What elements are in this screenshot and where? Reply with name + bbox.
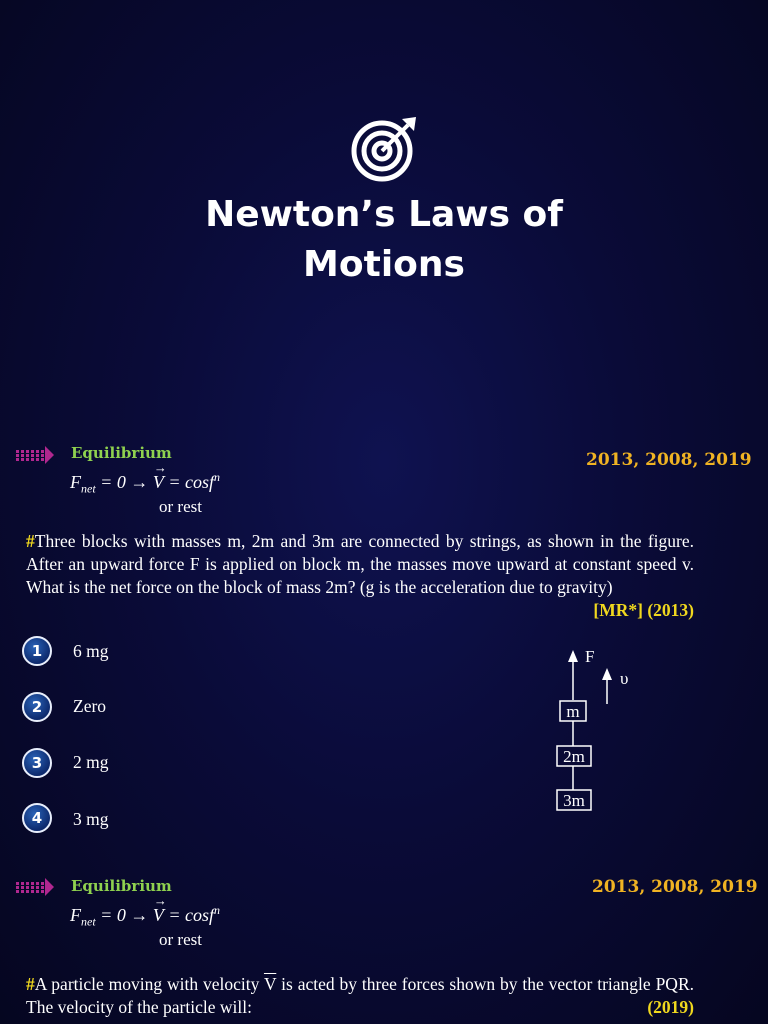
arrow-icon: [16, 876, 56, 898]
option-text-3[interactable]: 2 mg: [73, 752, 109, 772]
question-tag: (2019): [647, 997, 694, 1017]
formula-text: $F_{net} = 0 \to V$ → = cosf$^n$: [70, 460, 220, 496]
years-badge: 2013, 2008, 2019: [592, 877, 758, 897]
option-text-2[interactable]: Zero: [73, 696, 107, 716]
option-text-1[interactable]: 6 mg: [73, 641, 109, 661]
question-hash: #: [26, 974, 35, 994]
velocity-symbol: $\overline{V}$: [263, 974, 277, 994]
svg-text:3m: 3m: [563, 791, 585, 810]
force-label: F: [585, 647, 595, 666]
option-number-2[interactable]: 2: [22, 692, 52, 722]
question-hash: #: [26, 531, 35, 551]
target-icon: [350, 115, 418, 183]
option-number-1[interactable]: 1: [22, 636, 52, 666]
question-body-part1: A particle moving with velocity: [34, 974, 264, 994]
formula: [70, 893, 220, 930]
option-number-3[interactable]: 3: [22, 748, 52, 778]
or-rest-text: or rest: [159, 497, 202, 516]
velocity-label: υ: [620, 669, 629, 688]
question-body: Three blocks with masses m, 2m and 3m are connected by strings, as shown in the figure. After an upward force F is applied on block m, the masses move upward at constant speed v. What is the net force on the block of mass 2m? (g is the acceleration due to gravity): [26, 531, 694, 597]
option-text-4[interactable]: 3 mg: [73, 809, 109, 829]
option-number-4[interactable]: 4: [22, 803, 52, 833]
svg-text:m: m: [566, 702, 580, 721]
question-tag: [MR*] (2013): [593, 600, 694, 620]
or-rest-text: or rest: [159, 930, 202, 949]
page-title: Newton’s Laws of Motions: [205, 194, 563, 285]
question-text: [26, 973, 694, 1019]
section-label: Equilibrium: [71, 877, 172, 895]
question-body-part2: is acted by three forces shown by the vector triangle PQR. The velocity of the particle will:: [26, 974, 694, 1017]
formula: [70, 460, 220, 497]
question-text: [26, 530, 694, 622]
arrow-icon: [16, 444, 56, 466]
formula-text: $F_{net} = 0 \to V$ → = cosf$^n$: [70, 893, 220, 929]
section-label: Equilibrium: [71, 444, 172, 462]
blocks-diagram: [540, 640, 660, 820]
svg-text:2m: 2m: [563, 747, 585, 766]
years-badge: 2013, 2008, 2019: [586, 450, 752, 470]
